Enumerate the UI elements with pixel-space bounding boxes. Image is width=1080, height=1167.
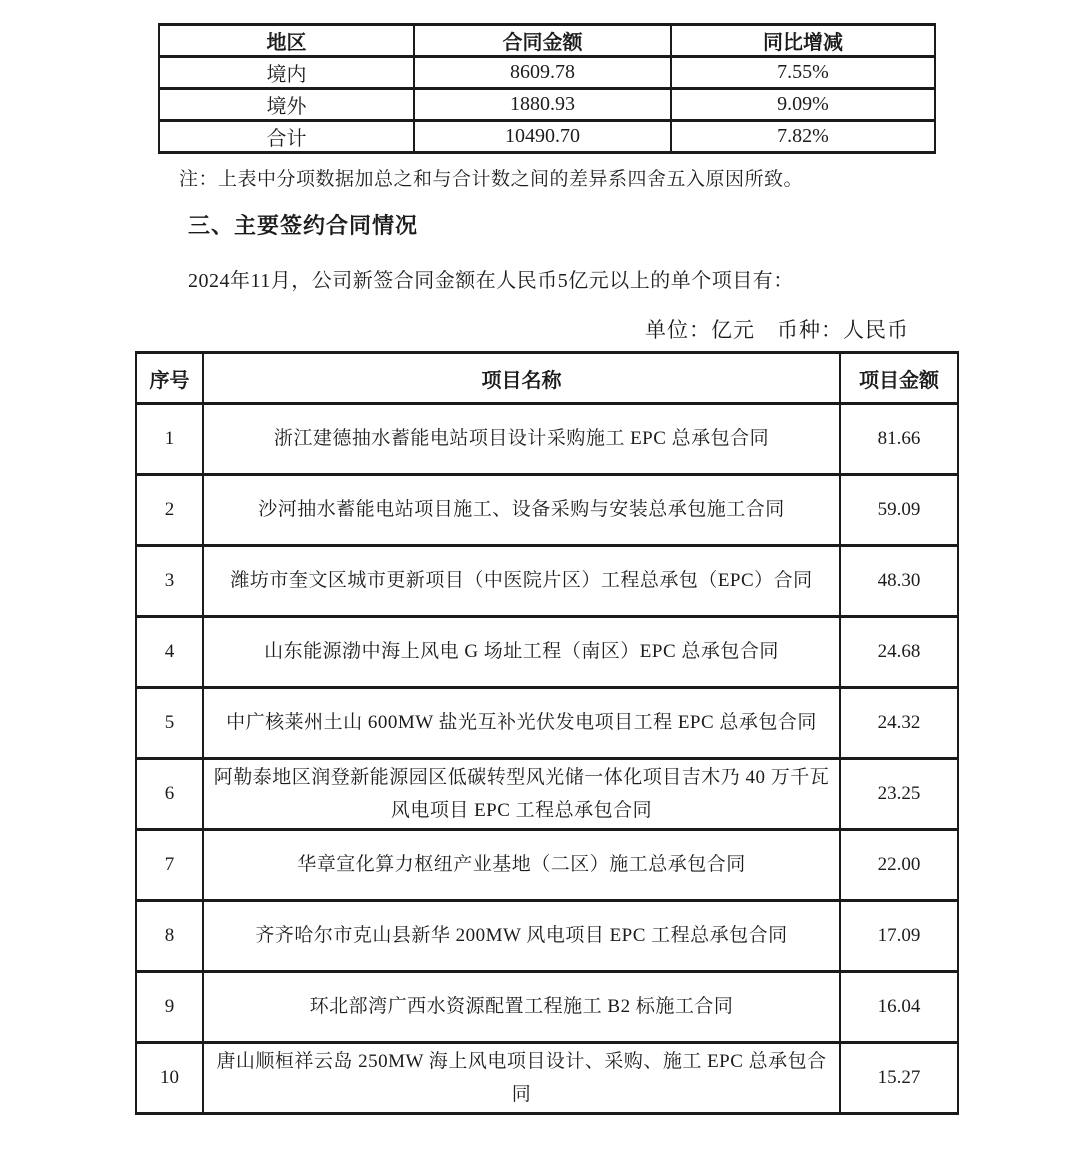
project-amount-cell: 48.30	[840, 546, 958, 617]
project-name-cell: 浙江建德抽水蓄能电站项目设计采购施工 EPC 总承包合同	[203, 404, 840, 475]
serial-cell: 8	[136, 901, 203, 972]
serial-cell: 7	[136, 830, 203, 901]
project-amount-cell: 16.04	[840, 972, 958, 1043]
amount-cell: 8609.78	[414, 57, 671, 89]
project-amount-cell: 81.66	[840, 404, 958, 475]
serial-cell: 1	[136, 404, 203, 475]
project-amount-cell: 22.00	[840, 830, 958, 901]
project-amount-cell: 59.09	[840, 475, 958, 546]
yoy-cell: 9.09%	[671, 89, 935, 121]
serial-header-cell: 序号	[136, 353, 203, 404]
amount-cell: 1880.93	[414, 89, 671, 121]
project-name-cell: 中广核莱州土山 600MW 盐光互补光伏发电项目工程 EPC 总承包合同	[203, 688, 840, 759]
table-row	[136, 404, 958, 475]
table-row	[136, 830, 958, 901]
yoy-cell: 7.82%	[671, 121, 935, 153]
project-amount-cell: 24.68	[840, 617, 958, 688]
table-row	[136, 688, 958, 759]
table-row	[136, 901, 958, 972]
project-amount-cell: 15.27	[840, 1043, 958, 1114]
serial-cell: 9	[136, 972, 203, 1043]
project-amount-cell: 24.32	[840, 688, 958, 759]
rounding-note: 注：上表中分项数据加总之和与合计数之间的差异系四舍五入原因所致。	[179, 169, 804, 190]
table-row	[159, 121, 935, 153]
table-row	[136, 759, 958, 830]
project-amount-header-cell: 项目金额	[840, 353, 958, 404]
serial-cell: 10	[136, 1043, 203, 1114]
project-name-cell: 环北部湾广西水资源配置工程施工 B2 标施工合同	[203, 972, 840, 1043]
project-name-cell: 唐山顺桓祥云岛 250MW 海上风电项目设计、采购、施工 EPC 总承包合同	[203, 1043, 840, 1114]
project-amount-cell: 17.09	[840, 901, 958, 972]
project-name-cell: 齐齐哈尔市克山县新华 200MW 风电项目 EPC 工程总承包合同	[203, 901, 840, 972]
table-row	[136, 546, 958, 617]
table-row	[159, 89, 935, 121]
serial-cell: 4	[136, 617, 203, 688]
region-cell: 境内	[159, 57, 414, 89]
intro-paragraph: 2024年11月，公司新签合同金额在人民币5亿元以上的单个项目有：	[188, 270, 794, 292]
project-name-header-cell: 项目名称	[203, 353, 840, 404]
table-row	[159, 57, 935, 89]
serial-cell: 2	[136, 475, 203, 546]
amount-header-cell: 合同金额	[414, 25, 671, 57]
table-row	[136, 617, 958, 688]
project-name-cell: 沙河抽水蓄能电站项目施工、设备采购与安装总承包施工合同	[203, 475, 840, 546]
contracts-table	[135, 351, 959, 1115]
table-row	[136, 1043, 958, 1114]
region-cell: 合计	[159, 121, 414, 153]
yoy-cell: 7.55%	[671, 57, 935, 89]
amount-cell: 10490.70	[414, 121, 671, 153]
contracts-header-row	[136, 353, 958, 404]
table-row	[136, 475, 958, 546]
serial-cell: 5	[136, 688, 203, 759]
table-row	[136, 972, 958, 1043]
project-amount-cell: 23.25	[840, 759, 958, 830]
serial-cell: 6	[136, 759, 203, 830]
serial-cell: 3	[136, 546, 203, 617]
unit-currency-line: 单位：亿元 币种：人民币	[645, 318, 909, 342]
project-name-cell: 潍坊市奎文区城市更新项目（中医院片区）工程总承包（EPC）合同	[203, 546, 840, 617]
project-name-cell: 华章宣化算力枢纽产业基地（二区）施工总承包合同	[203, 830, 840, 901]
region-summary-table	[158, 23, 936, 154]
region-header-cell: 地区	[159, 25, 414, 57]
project-name-cell: 山东能源渤中海上风电 G 场址工程（南区）EPC 总承包合同	[203, 617, 840, 688]
yoy-header-cell: 同比增减	[671, 25, 935, 57]
region-table-header-row	[159, 25, 935, 57]
region-cell: 境外	[159, 89, 414, 121]
project-name-cell: 阿勒泰地区润登新能源园区低碳转型风光储一体化项目吉木乃 40 万千瓦风电项目 EPC 工程总承包合同	[203, 759, 840, 830]
section-heading: 三、主要签约合同情况	[188, 213, 419, 238]
